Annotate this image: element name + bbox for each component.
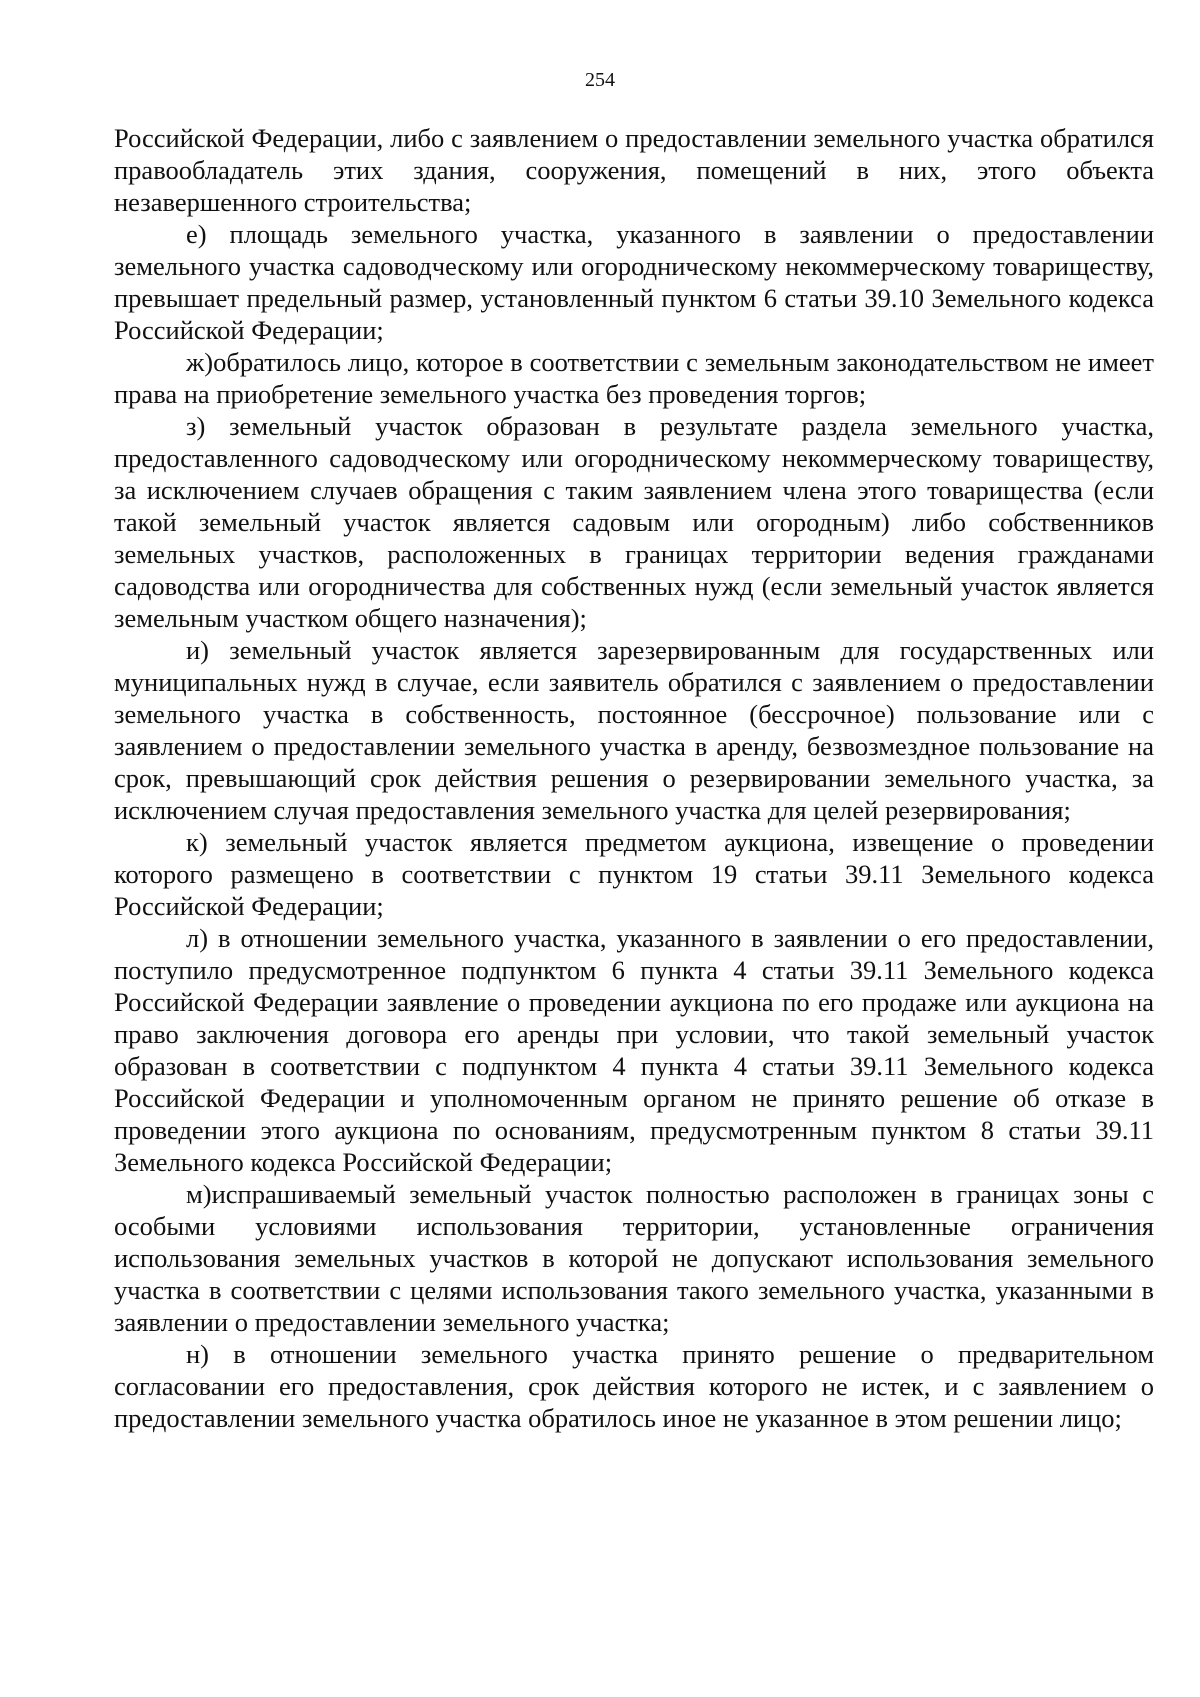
item-text: земельный участок является зарезервированным для государственных или муниципальных нужд в случае, если заявитель обратился с заявлением о предоставлении земельного участка в собственность, постоянное (бессрочное) пользование или с заявлением о предоставлении земельного участка в аренду, безвозмездное пользование на срок, превышающий срок действия решения о резервировании земельного участка, за исключением случая предоставления земельного участка для целей резервирования; xyxy=(114,635,1155,825)
list-item-l xyxy=(114,922,1154,1178)
item-text: испрашиваемый земельный участок полностью расположен в границах зоны с особыми условиями использования территории, установленные ограничения использования земельных участков в которой не допускают использования земельного участка в соответствии с целями использования такого земельного участка, указанными в заявлении о предоставлении земельного участка; xyxy=(114,1179,1154,1337)
page-number: 254 xyxy=(585,69,615,91)
list-item-i xyxy=(114,634,1154,826)
item-label: е) xyxy=(186,219,207,249)
item-text: в отношении земельного участка принято решение о предварительном согласовании его предоставления, срок действия которого не истек, и с заявлением о предоставлении земельного участка обратилось иное не указанное в этом решении лицо; xyxy=(114,1339,1155,1433)
list-item-zh xyxy=(114,346,1154,410)
list-item-e xyxy=(114,218,1154,346)
list-item-z xyxy=(114,410,1154,634)
item-label: ж) xyxy=(186,347,214,377)
item-label: и) xyxy=(186,635,210,665)
item-text: в отношении земельного участка, указанного в заявлении о его предоставлении, поступило предусмотренное подпунктом 6 пункта 4 статьи 39.11 Земельного кодекса Российской Федерации заявление о проведении аукциона по его продаже или аукциона на право заключения договора его аренды при условии, что такой земельный участок образован в соответствии с подпунктом 4 пункта 4 статьи 39.11 Земельного кодекса Российской Федерации и уполномоченным органом не принято решение об отказе в проведении этого аукциона по основаниям, предусмотренным пунктом 8 статьи 39.11 Земельного кодекса Российской Федерации; xyxy=(114,923,1155,1177)
item-label: л) xyxy=(186,923,209,953)
item-label: з) xyxy=(186,411,206,441)
paragraph-continuation xyxy=(114,122,1154,218)
paragraph-text: Российской Федерации, либо с заявлением о предоставлении земельного участка обратился правообладатель этих здания, сооружения, помещений в них, этого объекта незавершенного строительства; xyxy=(114,123,1154,217)
item-text: земельный участок образован в результате раздела земельного участка, предоставленного садоводческому или огородническому некоммерческому товариществу, за исключением случаев обращения с таким заявлением члена этого товарищества (если такой земельный участок является садовым или огородным) либо собственников земельных участков, расположенных в границах территории ведения гражданами садоводства или огородничества для собственных нужд (если земельный участок является земельным участком общего назначения); xyxy=(114,411,1154,633)
list-item-k xyxy=(114,826,1154,922)
item-text: земельный участок является предметом аукциона, извещение о проведении которого размещено в соответствии с пунктом 19 статьи 39.11 Земельного кодекса Российской Федерации; xyxy=(114,827,1154,921)
item-text: обратилось лицо, которое в соответствии с земельным законодательством не имеет права на приобретение земельного участка без проведения торгов; xyxy=(114,347,1154,409)
item-label: м) xyxy=(186,1179,212,1209)
item-label: к) xyxy=(186,827,208,857)
item-label: н) xyxy=(186,1339,210,1369)
item-text: площадь земельного участка, указанного в заявлении о предоставлении земельного участка садоводческому или огородническому некоммерческому товариществу, превышает предельный размер, установленный пунктом 6 статьи 39.10 Земельного кодекса Российской Федерации; xyxy=(114,219,1154,345)
document-body xyxy=(114,122,1154,1434)
list-item-m xyxy=(114,1178,1154,1338)
list-item-n xyxy=(114,1338,1154,1434)
